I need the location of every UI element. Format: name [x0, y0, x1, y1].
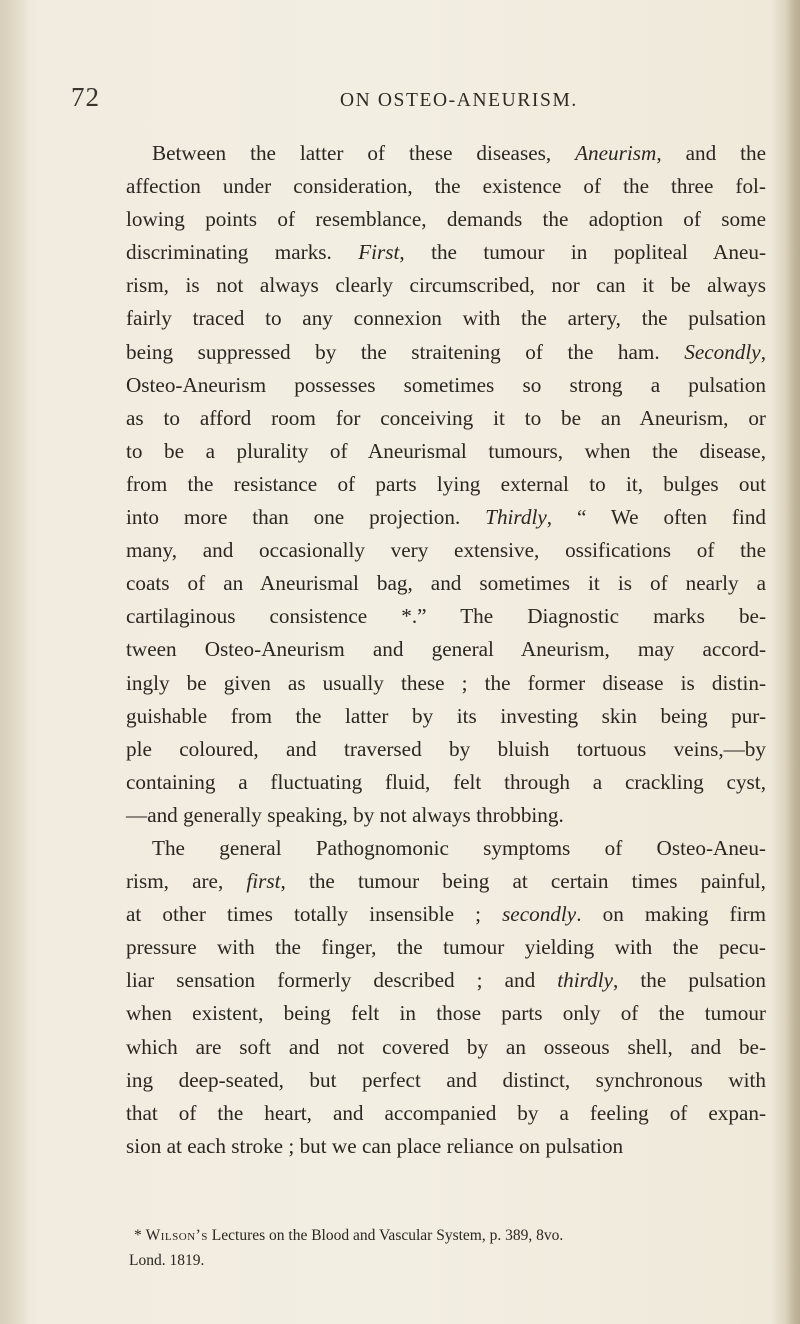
- text-line: rism, are, first, the tumour being at certain times painful,: [126, 869, 766, 894]
- italic-emphasis: secondly: [502, 902, 577, 927]
- text-line: when existent, being felt in those parts only of the tumour: [126, 1001, 766, 1026]
- text-line: containing a fluctuating fluid, felt through a crackling cyst,: [126, 769, 766, 794]
- text-line: ing deep-seated, but perfect and distinct, synchronous with: [126, 1067, 766, 1092]
- footnote-author: Wilson’s: [145, 1227, 208, 1244]
- text-line: pressure with the finger, the tumour yielding with the pecu-: [126, 935, 766, 960]
- italic-emphasis: Aneurism: [575, 141, 657, 165]
- text-line: liar sensation formerly described ; and thirdly, the pulsation: [126, 968, 766, 993]
- footnote: [129, 1223, 764, 1273]
- running-head: ON OSTEO-ANEURISM.: [340, 90, 578, 111]
- text-line: being suppressed by the straitening of the ham. Secondly,: [126, 339, 766, 364]
- footnote-marker: *: [134, 1227, 142, 1244]
- text-line: cartilaginous consistence *.” The Diagnostic marks be-: [126, 604, 766, 629]
- page-number: 72: [71, 82, 100, 112]
- italic-emphasis: thirdly: [557, 968, 613, 993]
- text-line: many, and occasionally very extensive, ossifications of the: [126, 538, 766, 563]
- text-line: ple coloured, and traversed by bluish tortuous veins,—by: [126, 736, 766, 761]
- text-line: to be a plurality of Aneurismal tumours, when the disease,: [126, 438, 766, 463]
- text-line: Osteo-Aneurism possesses sometimes so strong a pulsation: [126, 372, 766, 397]
- text-line: —and generally speaking, by not always throbbing.: [126, 802, 564, 827]
- text-line: affection under consideration, the existence of the three fol-: [126, 174, 766, 199]
- text-line: The general Pathognomonic symptoms of Osteo-Aneu-: [152, 835, 766, 860]
- italic-emphasis: Secondly: [684, 339, 761, 364]
- text-line: Between the latter of these diseases, Aneurism, and the: [152, 141, 766, 165]
- footnote-continuation: Lond. 1819.: [129, 1252, 205, 1269]
- text-line: discriminating marks. First, the tumour in popliteal Aneu-: [126, 240, 766, 265]
- text-line: as to afford room for conceiving it to be an Aneurism, or: [126, 405, 766, 430]
- italic-emphasis: Thirdly: [485, 505, 547, 530]
- footnote-text: Lectures on the Blood and Vascular System, p. 389, 8vo.: [207, 1227, 564, 1244]
- text-line: at other times totally insensible ; secondly. on making firm: [126, 902, 766, 927]
- text-line: into more than one projection. Thirdly, “ We often find: [126, 505, 766, 530]
- text-line: guishable from the latter by its investing skin being pur-: [126, 703, 766, 728]
- text-line: from the resistance of parts lying external to it, bulges out: [126, 471, 766, 496]
- italic-emphasis: first: [246, 869, 281, 894]
- text-line: that of the heart, and accompanied by a feeling of expan-: [126, 1100, 766, 1125]
- text-line: lowing points of resemblance, demands the adoption of some: [126, 207, 766, 232]
- italic-emphasis: First: [358, 240, 400, 265]
- text-line: ingly be given as usually these ; the former disease is distin-: [126, 670, 766, 695]
- text-line: rism, is not always clearly circumscribed, nor can it be always: [126, 273, 766, 298]
- text-line: coats of an Aneurismal bag, and sometimes it is of nearly a: [126, 571, 766, 596]
- page-edge-shadow: [786, 0, 800, 1324]
- footnote-line: [134, 1223, 764, 1248]
- body-text: [126, 137, 766, 1163]
- text-line: tween Osteo-Aneurism and general Aneurism, may accord-: [126, 637, 766, 662]
- text-line: sion at each stroke ; but we can place reliance on pulsation: [126, 1133, 624, 1158]
- text-line: which are soft and not covered by an osseous shell, and be-: [126, 1034, 766, 1059]
- page-gutter-shadow: [0, 0, 30, 1324]
- text-line: fairly traced to any connexion with the artery, the pulsation: [126, 306, 766, 331]
- page-header: [0, 82, 800, 112]
